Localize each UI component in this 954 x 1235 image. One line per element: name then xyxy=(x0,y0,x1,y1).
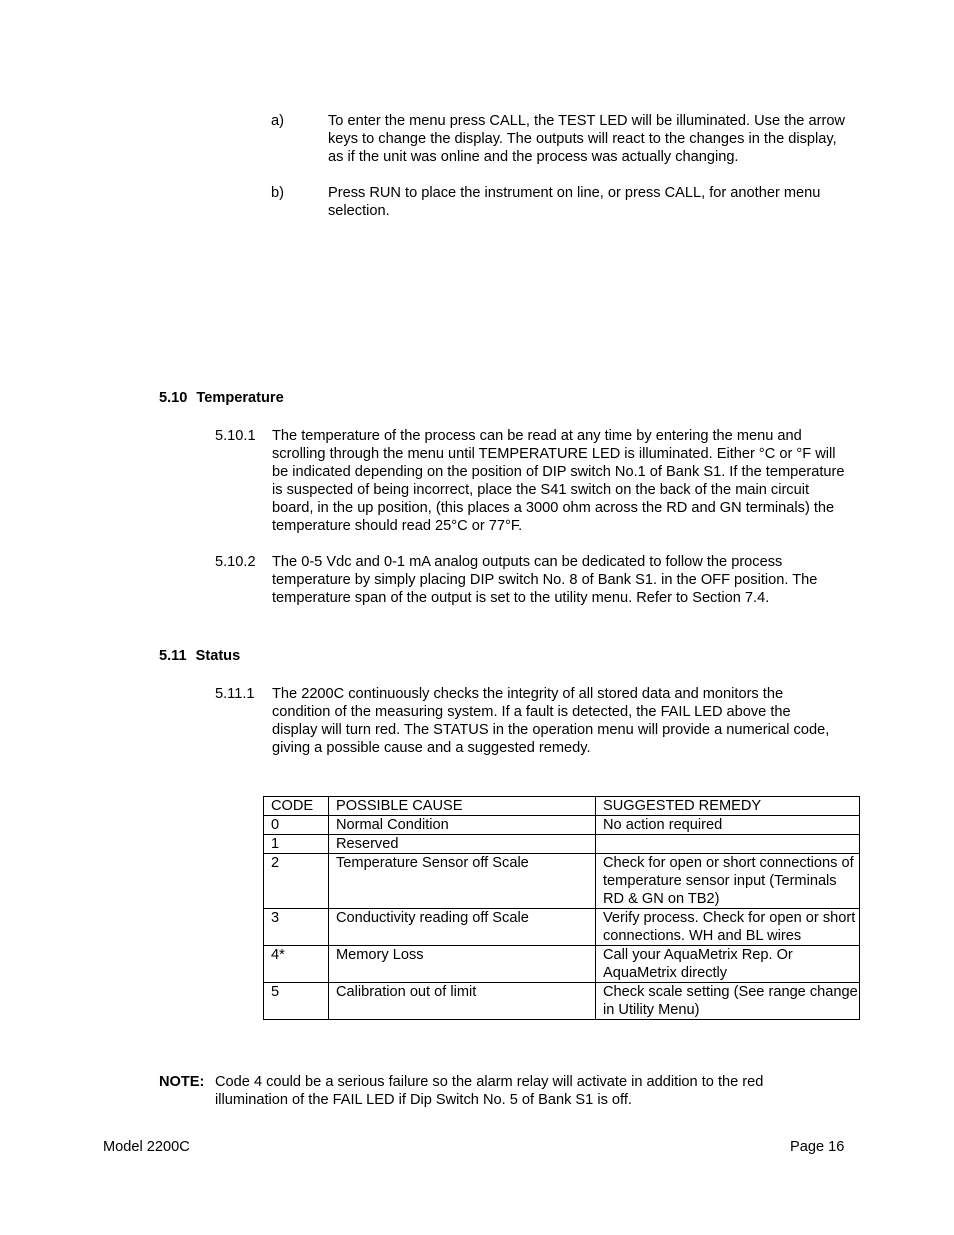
paragraph-5-11-1: The 2200C continuously checks the integrity of all stored data and monitors the condition of the measuring system. If a fault is detected, the FAIL LED above the display will turn red. The STATUS in the operation menu will provide a numerical code, giving a possible cause and a suggested remedy. xyxy=(272,686,830,756)
section-number: 5.11 xyxy=(159,648,187,664)
list-item-a-text: To enter the menu press CALL, the TEST LED will be illuminated. Use the arrow keys to change the display. The outputs will react to the changes in the display, as if the unit was online and the process was actually changing. xyxy=(328,113,845,165)
table-row xyxy=(264,854,860,909)
table-cell-cause: Calibration out of limit xyxy=(329,983,596,1020)
list-item-a-label: a) xyxy=(271,113,284,129)
table-header-row xyxy=(264,797,860,816)
table-cell-cause: Memory Loss xyxy=(329,946,596,983)
table-cell-remedy: Check scale setting (See range change in Utility Menu) xyxy=(596,983,860,1020)
paragraph-number-5-11-1: 5.11.1 xyxy=(215,686,255,702)
table-row xyxy=(264,909,860,946)
table-row xyxy=(264,946,860,983)
list-item-b-label: b) xyxy=(271,185,284,201)
table-header-remedy: SUGGESTED REMEDY xyxy=(596,797,860,816)
table-header-code: CODE xyxy=(264,797,329,816)
table-cell-code: 5 xyxy=(264,983,329,1020)
footer-model: Model 2200C xyxy=(103,1139,190,1155)
table-cell-code: 2 xyxy=(264,854,329,909)
table-row xyxy=(264,816,860,835)
section-title: Status xyxy=(195,648,241,664)
footer-page-number: Page 16 xyxy=(790,1139,845,1155)
table-header-cause: POSSIBLE CAUSE xyxy=(329,797,596,816)
table-cell-remedy: Check for open or short connections of temperature sensor input (Terminals RD & GN on TB2) xyxy=(596,854,860,909)
paragraph-5-10-2: The 0-5 Vdc and 0-1 mA analog outputs can be dedicated to follow the process temperature by simply placing DIP switch No. 8 of Bank S1. in the OFF position. The temperature span of the output is set to the utility menu. Refer to Section 7.4. xyxy=(272,554,818,606)
table-cell-remedy xyxy=(596,835,860,854)
table-cell-remedy: No action required xyxy=(596,816,860,835)
table-row xyxy=(264,983,860,1020)
table-cell-cause: Temperature Sensor off Scale xyxy=(329,854,596,909)
note-label: NOTE: xyxy=(159,1074,205,1090)
table-cell-code: 3 xyxy=(264,909,329,946)
note-text: Code 4 could be a serious failure so the alarm relay will activate in addition to the red illumination of the FAIL LED if Dip Switch No. 5 of Bank S1 is off. xyxy=(215,1074,764,1108)
table-cell-cause: Conductivity reading off Scale xyxy=(329,909,596,946)
table-row xyxy=(264,835,860,854)
table-cell-cause: Normal Condition xyxy=(329,816,596,835)
table-cell-code: 0 xyxy=(264,816,329,835)
paragraph-5-10-1: The temperature of the process can be read at any time by entering the menu and scrolling through the menu until TEMPERATURE LED is illuminated. Either °C or °F will be indicated depending on the position of DIP switch No.1 of Bank S1. If the temperature is suspected of being incorrect, place the S41 switch on the back of the main circuit board, in the up position, (this places a 3000 ohm across the RD and GN terminals) the temperature should read 25°C or 77°F. xyxy=(272,428,845,534)
status-code-table xyxy=(263,796,860,1020)
table-cell-remedy: Call your AquaMetrix Rep. Or AquaMetrix directly xyxy=(596,946,860,983)
section-heading-temperature xyxy=(159,389,284,407)
table-cell-code: 4* xyxy=(264,946,329,983)
table-cell-cause: Reserved xyxy=(329,835,596,854)
paragraph-number-5-10-1: 5.10.1 xyxy=(215,428,256,444)
table-cell-remedy: Verify process. Check for open or short connections. WH and BL wires xyxy=(596,909,860,946)
section-title: Temperature xyxy=(196,390,284,406)
section-heading-status xyxy=(159,647,240,665)
list-item-b-text: Press RUN to place the instrument on line, or press CALL, for another menu selection. xyxy=(328,185,821,219)
section-number: 5.10 xyxy=(159,390,188,406)
table-cell-code: 1 xyxy=(264,835,329,854)
paragraph-number-5-10-2: 5.10.2 xyxy=(215,554,256,570)
